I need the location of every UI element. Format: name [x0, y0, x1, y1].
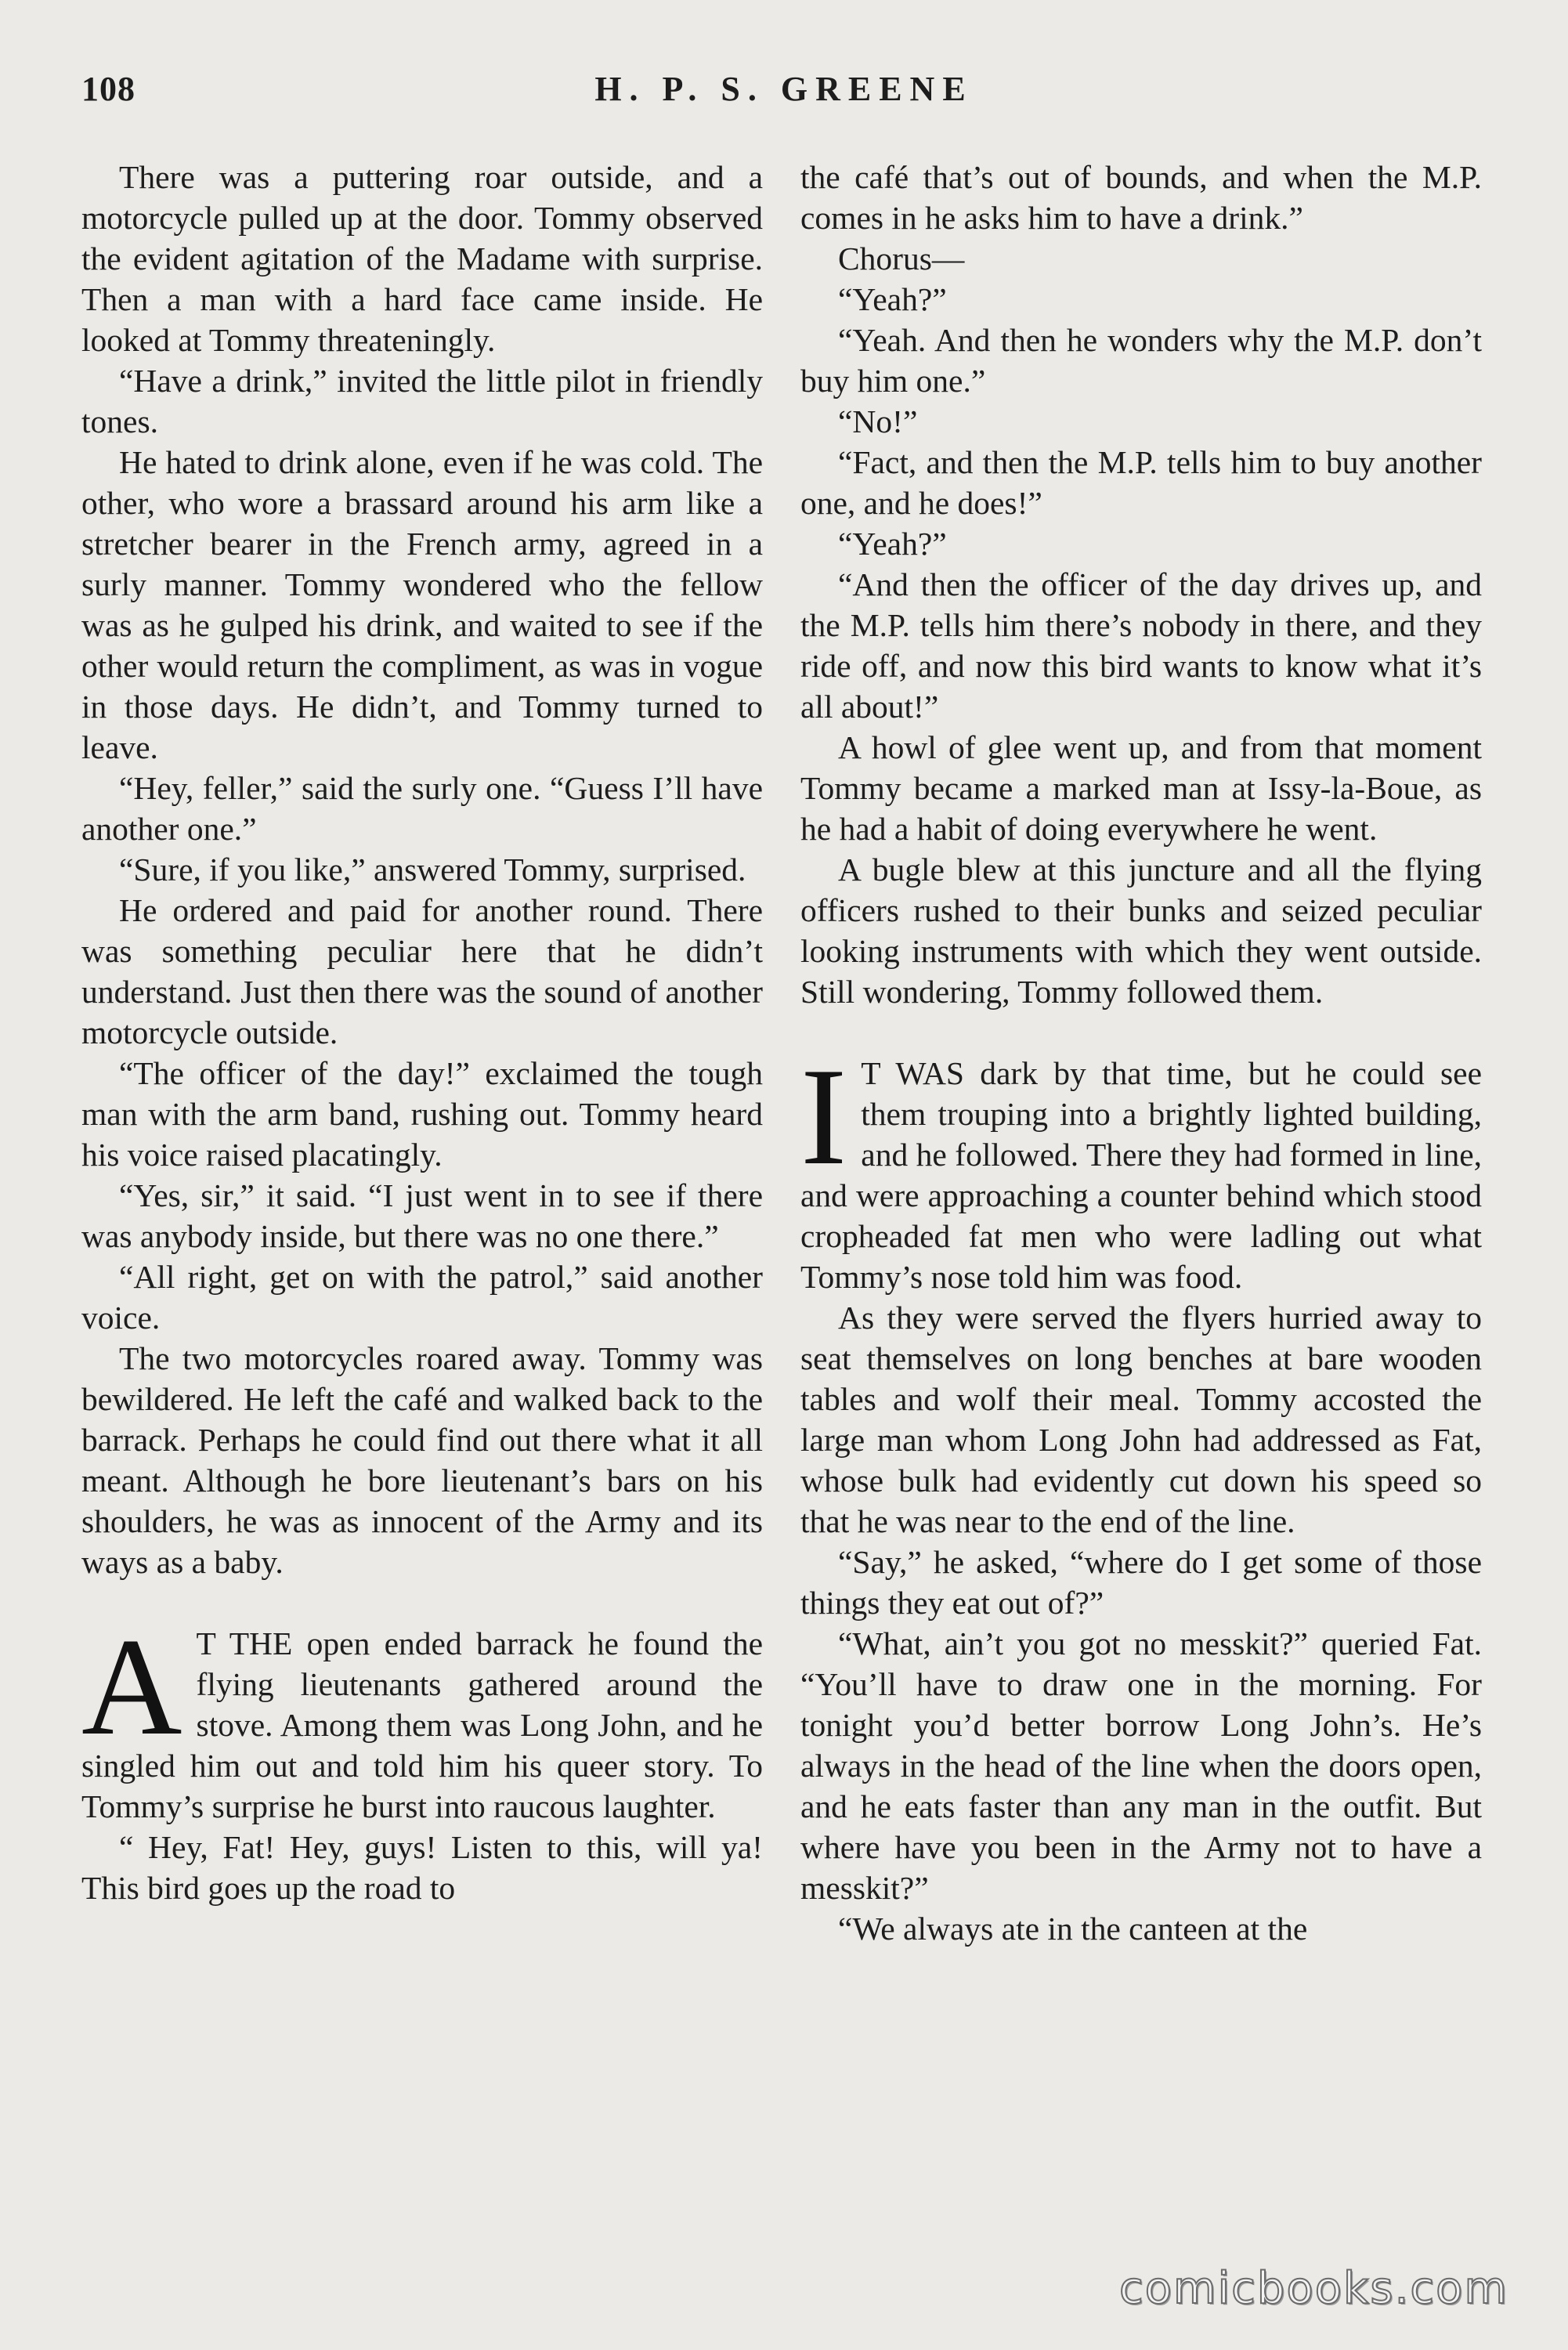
paragraph: A howl of glee went up, and from that moment Tommy became a marked man at Issy-la-Boue, as he had a habit of doing everywhere he went.: [800, 729, 1482, 847]
paragraph: He hated to drink alone, even if he was cold. The other, who wore a brassard around his arm like a stretcher bearer in the French army, agreed in a surly manner. Tommy wondered who the fellow was as he gulped his drink, and waited to see if the other would return the compliment, as was in vogue in those days. He didn’t, and Tommy turned to leave.: [81, 444, 763, 765]
page-number: 108: [81, 70, 135, 108]
paragraph: “Yeah. And then he wonders why the M.P. don’t buy him one.”: [800, 322, 1482, 399]
paragraph: “What, ain’t you got no messkit?” queried Fat. “You’ll have to draw one in the morning. For tonight you’d better borrow Long John’s. He’s always in the head of the line when the doors open, and he eats faster than any man in the outfit. But where have you been in the Army not to have a messkit?”: [800, 1625, 1482, 1906]
paragraph: “Yeah?”: [838, 281, 947, 317]
paragraph: “ Hey, Fat! Hey, guys! Listen to this, will ya! This bird goes up the road to: [81, 1829, 763, 1906]
paragraph: “Fact, and then the M.P. tells him to buy another one, and he does!”: [800, 444, 1482, 521]
paragraph: As they were served the flyers hurried away to seat themselves on long benches at bare wooden tables and wolf their meal. Tommy accosted the large man whom Long John had addressed as Fat, whose bulk had evidently cut down his speed so that he was near to the end of the line.: [800, 1300, 1482, 1539]
watermark: comicbooks.com: [1118, 2263, 1508, 2314]
drop-cap: I: [800, 1039, 847, 1194]
section-break: [800, 1012, 1482, 1053]
paragraph: “Yeah?”: [838, 526, 947, 562]
paragraph: “We always ate in the canteen at the: [838, 1911, 1308, 1947]
running-head: H. P. S. GREENE: [594, 70, 974, 108]
paragraph: “All right, get on with the patrol,” said another voice.: [81, 1259, 763, 1336]
paragraph: A bugle blew at this juncture and all the flying officers rushed to their bunks and seized peculiar looking instruments with which they went outside. Still wondering, Tommy followed them.: [800, 851, 1482, 1010]
section-opening-paragraph: [81, 1609, 763, 1827]
section-break: [81, 1582, 763, 1623]
paragraph: “Hey, feller,” said the surly one. “Guess I’ll have another one.”: [81, 770, 763, 847]
paragraph: “Yes, sir,” it said. “I just went in to see if there was anybody inside, but there was no one there.”: [81, 1177, 763, 1254]
drop-cap: A: [81, 1609, 182, 1764]
paragraph: “And then the officer of the day drives up, and the M.P. tells him there’s nobody in there, and they ride off, and now this bird wants to know what it’s all about!”: [800, 566, 1482, 725]
paragraph-text: T THE open ended barrack he found the flying lieutenants gathered around the stove. Among them was Long John, and he singled him out and told him his queer story. To Tommy’s surprise he burst into raucous laughter.: [81, 1625, 763, 1824]
paragraph: There was a puttering roar outside, and a motorcycle pulled up at the door. Tommy observed the evident agitation of the Madame with surprise. Then a man with a hard face came inside. He looked at Tommy threateningly.: [81, 159, 763, 358]
paragraph: Chorus—: [838, 240, 965, 277]
paragraph: The two motorcycles roared away. Tommy was bewildered. He left the café and walked back to the barrack. Perhaps he could find out there what it all meant. Although he bore lieutenant’s bars on his shoulders, he was as innocent of the Army and its ways as a baby.: [81, 1340, 763, 1580]
paragraph: He ordered and paid for another round. There was something peculiar here that he didn’t understand. Just then there was the sound of another motorcycle outside.: [81, 892, 763, 1050]
page-header: [81, 69, 1487, 116]
paragraph: “The officer of the day!” exclaimed the tough man with the arm band, rushing out. Tommy heard his voice raised placatingly.: [81, 1055, 763, 1173]
paragraph: “Sure, if you like,” answered Tommy, surprised.: [119, 851, 746, 888]
right-column: [800, 157, 1482, 1949]
section-opening-paragraph: [800, 1039, 1482, 1297]
paragraph: “Have a drink,” invited the little pilot in friendly tones.: [81, 363, 763, 439]
paragraph-text: T WAS dark by that time, but he could see them trouping into a brightly lighted building, and he followed. There they had formed in line, and were approaching a counter behind which stood cropheaded fat men who were ladling out what Tommy’s nose told him was food.: [800, 1055, 1482, 1295]
paragraph: “No!”: [838, 403, 918, 439]
continued-paragraph: the café that’s out of bounds, and when the M.P. comes in he asks him to have a drink.”: [800, 159, 1482, 236]
paragraph: “Say,” he asked, “where do I get some of those things they eat out of?”: [800, 1544, 1482, 1621]
left-column: [81, 157, 763, 1908]
